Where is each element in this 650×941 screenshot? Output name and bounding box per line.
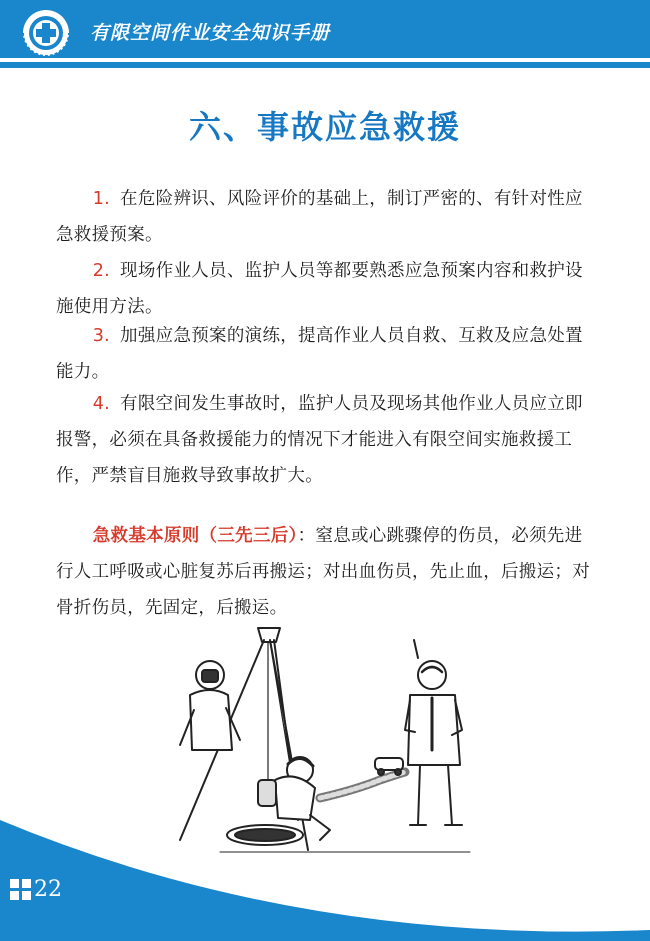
- first-aid-principle: [56, 518, 600, 626]
- header-underline: [0, 62, 650, 68]
- list-item: [56, 181, 600, 253]
- item-text: 现场作业人员、监护人员等都要熟悉应急预案内容和救护设施使用方法。: [56, 261, 583, 317]
- item-number: 2.: [92, 261, 111, 281]
- item-number: 3.: [92, 326, 111, 346]
- handbook-title: 有限空间作业安全知识手册: [90, 22, 331, 44]
- item-text: 在危险辨识、风险评价的基础上，制订严密的、有针对性应急救援预案。: [56, 189, 583, 245]
- item-text: 加强应急预案的演练，提高作业人员自救、互救及应急处置能力。: [56, 326, 583, 382]
- page-number: 22: [34, 877, 62, 902]
- section-title: 六、事故应急救援: [188, 108, 461, 146]
- list-item: [56, 386, 600, 494]
- list-item: [56, 318, 600, 390]
- item-text: 有限空间发生事故时，监护人员及现场其他作业人员应立即报警，必须在具备救援能力的情况下才能进入有限空间实施救援工作，严禁盲目施救导致事故扩大。: [56, 394, 583, 486]
- principle-heading: 急救基本原则（三先三后）: [92, 526, 298, 546]
- page-marker-icon: [10, 879, 32, 901]
- safety-cross-emblem-icon: [17, 8, 75, 58]
- footer-wave: [0, 780, 650, 941]
- item-number: 4.: [92, 394, 111, 414]
- list-item: [56, 253, 600, 325]
- principle-text: ：窒息或心跳骤停的伤员，必须先进行人工呼吸或心脏复苏后再搬运；对出血伤员，先止血，后搬运；对骨折伤员，先固定，后搬运。: [56, 526, 590, 618]
- item-number: 1.: [92, 189, 111, 209]
